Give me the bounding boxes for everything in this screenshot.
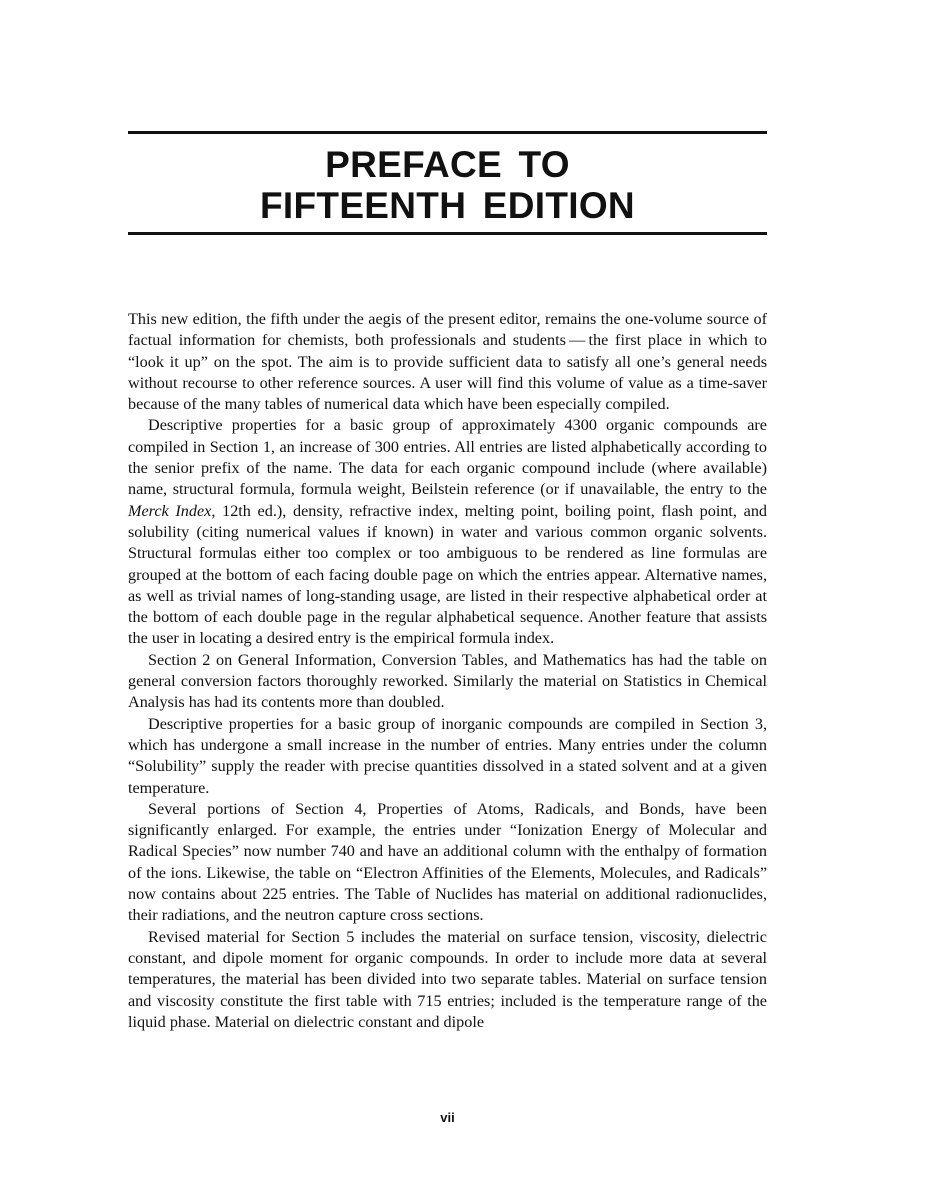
paragraph-2-text-a: Descriptive properties for a basic group of approximately 4300 organic compounds are compiled in Section 1, an increase of 300 entries. All entries are listed alphabetically according to the senior prefix of the name. The data for each organic compound include (where available) name, structural formula, formula weight, Beilstein reference (or if unavailable, the entry to the: [128, 416, 767, 499]
page: [128, 0, 767, 1193]
page-number: vii: [440, 1110, 455, 1125]
title-line-1: PREFACE TO: [325, 144, 570, 185]
title-line-2: FIFTEENTH EDITION: [260, 185, 635, 226]
page-title: [128, 134, 767, 232]
paragraph-2-text-b: 12th ed.), density, refractive index, melting point, boiling point, flash point, and solubility (citing numerical values if known) in water and various common organic solvents. Structural formulas either too complex or too ambiguous to be rendered as line formulas are grouped at the bottom of each facing double page on which the entries appear. Alternative names, as well as trivial names of long-standing usage, are listed in their respective alphabetical order at the bottom of each double page in the regular alphabetical sequence. Another feature that assists the user in locating a desired entry is the empirical formula index.: [128, 501, 768, 648]
paragraph-2: [128, 415, 767, 649]
paragraph-6: Revised material for Section 5 includes the material on surface tension, viscosity, dielectric constant, and dipole moment for organic compounds. In order to include more data at several temperatures, the material has been divided into two separate tables. Material on surface tension and viscosity constitute the first table with 715 entries; included is the temperature range of the liquid phase. Material on dielectric constant and dipole: [128, 927, 767, 1031]
bottom-rule: [128, 232, 767, 235]
paragraph-3: Section 2 on General Information, Conversion Tables, and Mathematics has had the table on general conversion factors thoroughly reworked. Similarly the material on Statistics in Chemical Analysis has had its contents more than doubled.: [128, 650, 767, 712]
preface-body: [128, 309, 767, 1033]
paragraph-5: Several portions of Section 4, Properties of Atoms, Radicals, and Bonds, have been significantly enlarged. For example, the entries under “Ionization Energy of Molecular and Radical Species” now number 740 and have an additional column with the enthalpy of formation of the ions. Likewise, the table on “Electron Affinities of the Elements, Molecules, and Radicals” now contains about 225 entries. The Table of Nuclides has material on additional radionuclides, their radiations, and the neutron capture cross sections.: [128, 799, 767, 925]
merck-index-title: Merck Index,: [128, 501, 216, 520]
title-block: [128, 131, 767, 235]
paragraph-1: This new edition, the fifth under the aegis of the present editor, remains the one-volume source of factual information for chemists, both professionals and students — the first place in which to “look it up” on the spot. The aim is to provide sufficient data to satisfy all one’s general needs without recourse to other reference sources. A user will find this volume of value as a time-saver because of the many tables of numerical data which have been especially compiled.: [128, 310, 767, 414]
paragraph-4: Descriptive properties for a basic group of inorganic compounds are compiled in Section 3, which has undergone a small increase in the number of entries. Many entries under the column “Solubility” supply the reader with precise quantities dissolved in a stated solvent and at a given temperature.: [128, 714, 767, 797]
